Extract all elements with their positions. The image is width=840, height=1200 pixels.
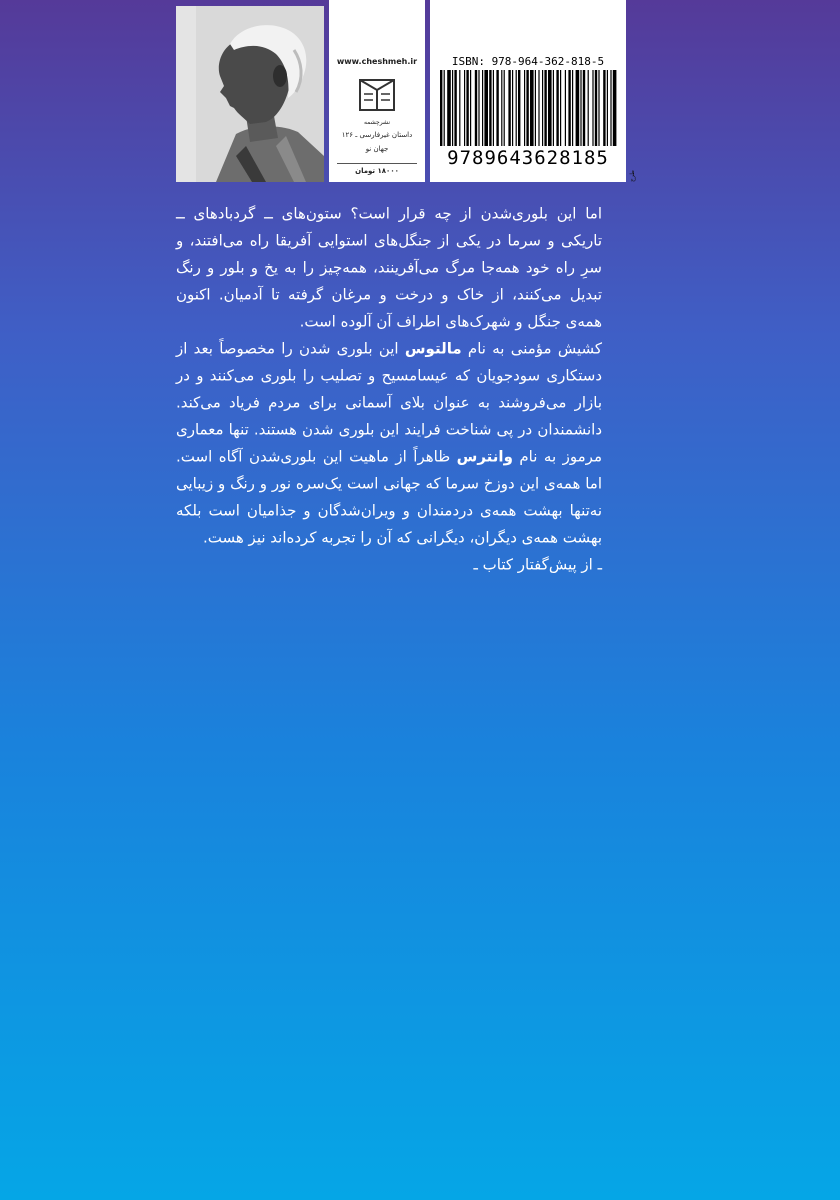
barcode-bar [607, 70, 608, 146]
barcode-bar [459, 70, 460, 146]
character-name-maltus: مالتوس [404, 339, 462, 358]
barcode-bar [548, 70, 552, 146]
barcode-bar [444, 70, 445, 146]
barcode-bar [544, 70, 546, 146]
publisher-name: نشرچشمه [363, 119, 391, 126]
back-cover-blurb [176, 200, 602, 574]
barcode-bar [454, 70, 456, 146]
barcode-bar [592, 70, 593, 146]
barcode-bar [516, 70, 517, 146]
barcode-bar [583, 70, 585, 146]
barcode-graphic [438, 70, 618, 146]
barcode-digits: 9789643628185 [447, 147, 609, 169]
barcode-bar [466, 70, 468, 146]
barcode-bar [530, 70, 534, 146]
designer-credit: طرح [629, 170, 636, 182]
barcode-bar [440, 70, 442, 146]
barcode-bar [489, 70, 491, 146]
publisher-logo-icon [356, 74, 398, 116]
barcode-bar [610, 70, 611, 146]
publisher-panel [329, 0, 425, 182]
barcode-bar [553, 70, 554, 146]
barcode-bar [508, 70, 510, 146]
barcode-bar [598, 70, 599, 146]
barcode-bar [518, 70, 520, 146]
barcode-bar [526, 70, 528, 146]
barcode-bar [580, 70, 581, 146]
author-photo [176, 6, 324, 182]
barcode-bar [556, 70, 558, 146]
barcode-bar [588, 70, 589, 146]
barcode-bar [496, 70, 498, 146]
barcode-bar [568, 70, 570, 146]
barcode-bar [524, 70, 525, 146]
barcode-bar [542, 70, 543, 146]
barcode-bar [576, 70, 580, 146]
barcode-bar [504, 70, 505, 146]
barcode-panel [430, 0, 626, 182]
barcode-bar [535, 70, 536, 146]
price-label: ۱۸۰۰۰ تومان [337, 163, 417, 175]
barcode-bar [482, 70, 483, 146]
blurb-p2-part-b: این بلوری شدن را مخصوصاً بعد از دستکاری سودجویان که عیسامسیح و تصلیب را بلوری می‌کنند و در بازار می‌فروشند به عنوان بلای آسمانی برای مردم فریاد می‌کند. دانشمندان در پی شناخت فرایند این بلوری شدن هستند. تنها معماری مرموز به نام [176, 339, 602, 466]
barcode-bar [478, 70, 479, 146]
blurb-paragraph-1: اما این بلوری‌شدن از چه قرار است؟ ستون‌های ــ گردبادهای ــ تاریکی و سرما در یکی از جنگل‌های استوایی آفریقا راه می‌افتند، و سرِ راه خود همه‌جا مرگ می‌آفرینند، همه‌چیز را به یخ و بلور و رنگ تبدیل می‌کنند، از خاک و درخت و مرغان گرفته تا آدمیان. اکنون همه‌ی جنگل و شهرک‌های اطراف آن آلوده است. [176, 204, 602, 331]
author-portrait-image [176, 6, 324, 182]
barcode-bar [475, 70, 477, 146]
barcode-bar [501, 70, 502, 146]
blurb-p2-part-c: ظاهراً از ماهیت این بلوری‌شدن آگاه است. اما همه‌ی این دوزخ سرما که جهانی است یک‌سره نور و رنگ و زیبایی نه‌تنها بهشت همه‌ی دردمندان و ویران‌شدگان و جذامیان است بلکه بهشت همه‌ی دیگران، دیگرانی که آن را تجربه کرده‌اند نیز هست. [176, 447, 602, 547]
barcode-bar [493, 70, 494, 146]
barcode-bar [560, 70, 561, 146]
barcode-bar [512, 70, 513, 146]
barcode-bar [447, 70, 451, 146]
barcode-bar [464, 70, 465, 146]
character-name-ventress: وانترس [456, 447, 513, 466]
barcode-bar [603, 70, 605, 146]
blurb-source: ـ از پیش‌گفتار کتاب ـ [473, 555, 602, 574]
barcode-bar [538, 70, 539, 146]
publisher-website[interactable]: www.cheshmeh.ir [336, 57, 418, 66]
barcode-bar [452, 70, 453, 146]
barcode-bar [470, 70, 471, 146]
blurb-p2-part-a: کشیش مؤمنی به نام [467, 339, 602, 358]
barcode-bar [484, 70, 488, 146]
blurb-paragraph-2 [176, 335, 602, 551]
barcode-bar [613, 70, 617, 146]
barcode-bar [595, 70, 597, 146]
subseries-label: جهان نو [365, 145, 389, 153]
series-label: داستان غیرفارسی ـ ۱۲۶ [341, 131, 413, 139]
barcode-bar [565, 70, 566, 146]
isbn-label: ISBN: 978-964-362-818-5 [451, 55, 605, 68]
barcode-bar [572, 70, 573, 146]
